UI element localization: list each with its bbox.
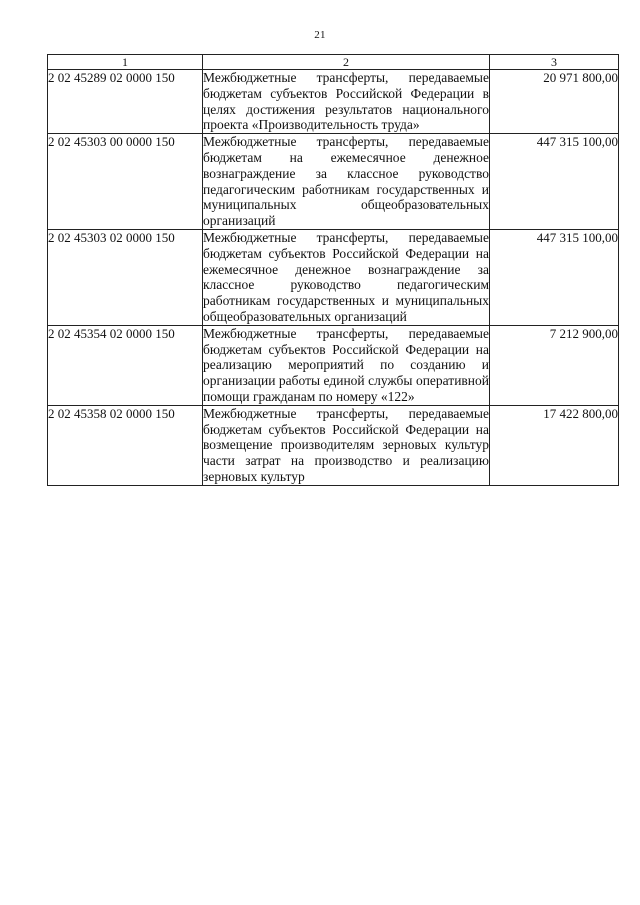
amount-cell: 447 315 100,00 [490,229,619,325]
column-header-2: 2 [203,55,490,70]
table-body [48,70,619,486]
budget-code-cell: 2 02 45303 02 0000 150 [48,229,203,325]
amount-cell: 20 971 800,00 [490,70,619,134]
table-row [48,229,619,325]
budget-code-cell: 2 02 45354 02 0000 150 [48,325,203,405]
transfer-name-cell: Межбюджетные трансферты, передаваемые бюджетам на ежемесячное денежное вознаграждение за классное руководство педагогическим работникам государственных и муниципальных общеобразовательных организаций [203,134,489,229]
page-number: 21 [314,29,326,41]
transfer-name-cell: Межбюджетные трансферты, передаваемые бюджетам субъектов Российской Федерации на возмещение производителям зерновых культур части затрат на производство и реализацию зерновых культур [203,405,489,484]
amount-cell: 17 422 800,00 [490,405,619,485]
transfer-name-cell: Межбюджетные трансферты, передаваемые бюджетам субъектов Российской Федерации в целях достижения результатов национального проекта «Производительность труда» [203,70,489,133]
table-header [48,55,619,70]
amount-cell: 447 315 100,00 [490,134,619,230]
table-row [48,325,619,405]
table-row [48,405,619,485]
header-row [48,55,619,70]
budget-code-cell: 2 02 45289 02 0000 150 [48,70,203,134]
amount-cell: 7 212 900,00 [490,325,619,405]
transfer-name-cell: Межбюджетные трансферты, передаваемые бюджетам субъектов Российской Федерации на ежемесячное денежное вознаграждение за классное руководство педагогическим работникам государственных и муниципальных общеобразовательных организаций [203,229,489,324]
transfer-name-cell: Межбюджетные трансферты, передаваемые бюджетам субъектов Российской Федерации на реализацию мероприятий по созданию и организации работы единой службы оперативной помощи гражданам по номеру «122» [203,325,489,404]
budget-code-cell: 2 02 45303 00 0000 150 [48,134,203,230]
column-header-1: 1 [48,55,203,70]
budget-code-cell: 2 02 45358 02 0000 150 [48,405,203,485]
budget-table [47,54,619,486]
column-header-3: 3 [490,55,619,70]
table-row [48,70,619,134]
table-row [48,134,619,230]
